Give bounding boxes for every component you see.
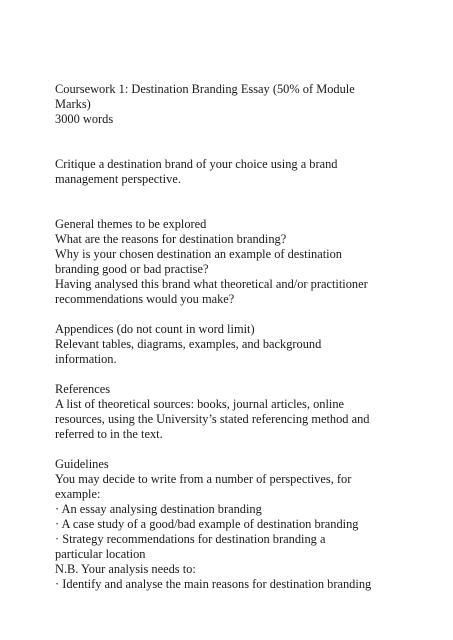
task-line: Critique a destination brand of your choice using a brand [55,157,338,171]
guidelines-section [55,457,400,592]
appendices-section [55,322,400,367]
guidelines-bullet: particular location [55,547,146,561]
references-line: resources, using the University’s stated referencing method and [55,412,370,426]
guidelines-note: N.B. Your analysis needs to: [55,562,196,576]
references-section [55,382,400,442]
guidelines-line: You may decide to write from a number of perspectives, for [55,472,352,486]
word-count: 3000 words [55,112,114,126]
guidelines-bullet: · Strategy recommendations for destination branding a [55,532,326,546]
themes-heading: General themes to be explored [55,217,207,231]
theme-question: recommendations would you make? [55,292,235,306]
document-body [55,82,400,592]
appendices-line: Relevant tables, diagrams, examples, and background [55,337,322,351]
task-statement [55,157,400,187]
guidelines-bullet: · An essay analysing destination branding [55,502,262,516]
title-line: Marks) [55,97,91,111]
theme-question: Why is your chosen destination an example of destination [55,247,342,261]
references-line: A list of theoretical sources: books, journal articles, online [55,397,345,411]
references-line: referred to in the text. [55,427,163,441]
references-heading: References [55,382,111,396]
title-line: Coursework 1: Destination Branding Essay (50% of Module [55,82,355,96]
theme-question: branding good or bad practise? [55,262,209,276]
guidelines-bullet: · A case study of a good/bad example of destination branding [55,517,359,531]
appendices-heading: Appendices (do not count in word limit) [55,322,255,336]
task-line: management perspective. [55,172,181,186]
themes-section [55,217,400,307]
guidelines-bullet: · Identify and analyse the main reasons for destination branding [55,577,372,591]
guidelines-line: example: [55,487,101,501]
theme-question: Having analysed this brand what theoretical and/or practitioner [55,277,368,291]
appendices-line: information. [55,352,117,366]
theme-question: What are the reasons for destination branding? [55,232,287,246]
guidelines-heading: Guidelines [55,457,109,471]
coursework-title [55,82,400,127]
